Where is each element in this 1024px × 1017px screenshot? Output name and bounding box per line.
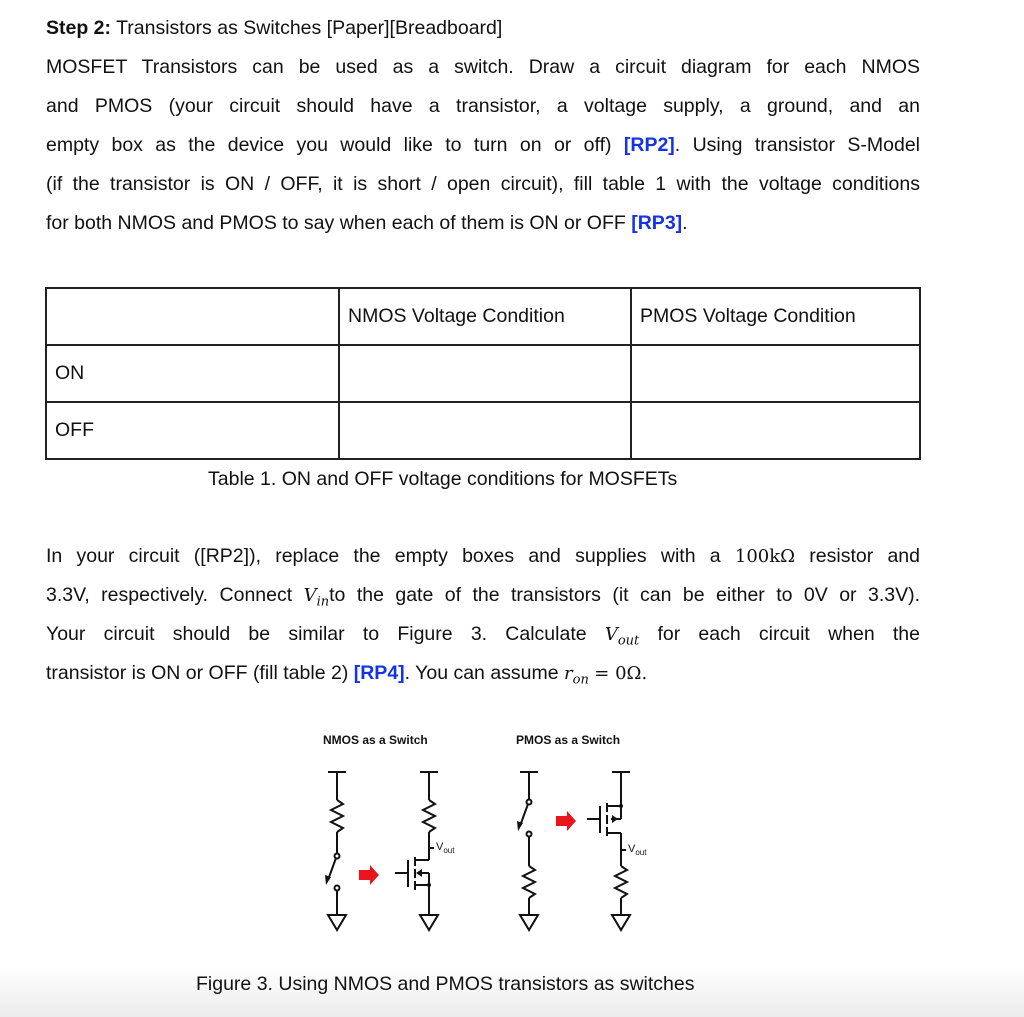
step-heading: [46, 17, 920, 40]
cell-nmos-off[interactable]: [339, 402, 631, 459]
resistor-icon: [423, 800, 435, 832]
nmos-vout-label: $V_{out}$: [436, 841, 455, 856]
section2-line-4: transistor is ON or OFF (fill table 2) [RP4]. You can assume $r_{on} = 0\Omega$.: [46, 662, 648, 688]
pmos-transistor-circuit: [587, 772, 630, 930]
resistance-math: 100kΩ: [734, 546, 796, 567]
nmos-transistor-circuit: [395, 772, 438, 930]
section2-line-3: Your circuit should be similar to Figure 3. Calculate $V_{out}$ for each circuit when the: [46, 623, 921, 649]
figure-caption: Figure 3. Using NMOS and PMOS transistors as switches: [196, 973, 695, 995]
pmos-arrow-icon: [556, 811, 576, 831]
section2-line-2: 3.3V, respectively. Connect $V_{in}to$ the gate of the transistors (it can be either to 0V or 3.3V).: [46, 584, 920, 610]
intro-line-1: MOSFET Transistors can be used as a switch. Draw a circuit diagram for each NMOS: [46, 56, 920, 78]
voltage-conditions-table: [45, 287, 921, 460]
ground-icon: [520, 915, 538, 930]
resistor-icon: [615, 866, 627, 898]
intro-line-3: empty box as the device you would like to turn on or off) [RP2]. Using transistor S-Model: [46, 134, 920, 156]
ground-icon: [420, 915, 438, 930]
ref-rp4[interactable]: [RP4]: [353, 662, 405, 684]
pmos-switch-model: [517, 772, 538, 930]
ron-math: $r_{on}$: [564, 663, 589, 688]
table-caption: Table 1. ON and OFF voltage conditions for MOSFETs: [208, 468, 678, 490]
resistor-icon: [523, 866, 535, 898]
table-header-empty: [46, 288, 339, 345]
intro-line-2: and PMOS (your circuit should have a transistor, a voltage supply, a ground, and an: [46, 95, 920, 117]
intro-line-5: for both NMOS and PMOS to say when each of them is ON or OFF [RP3].: [46, 212, 688, 234]
section2-line-1: In your circuit ([RP2]), replace the empty boxes and supplies with a 100kΩ resistor and: [46, 545, 920, 567]
row-label-on: ON: [46, 345, 339, 402]
ground-icon: [612, 915, 630, 930]
nmos-switch-model: [325, 772, 346, 930]
cell-pmos-on[interactable]: [631, 345, 920, 402]
vout-math: $V_{out}$: [604, 624, 640, 649]
table-row: [46, 345, 920, 402]
resistor-icon: [331, 800, 343, 832]
step-label: Step 2:: [46, 17, 112, 39]
nmos-figure-title: NMOS as a Switch: [323, 733, 428, 747]
table-header-row: [46, 288, 920, 345]
cell-nmos-on[interactable]: [339, 345, 631, 402]
vin-math: $V_{in}$: [303, 585, 330, 610]
pmos-figure-title: PMOS as a Switch: [516, 733, 621, 747]
section2-paragraph: [46, 545, 920, 705]
intro-line-4: (if the transistor is ON / OFF, it is short / open circuit), fill table 1 with the voltage conditions: [46, 173, 920, 195]
nmos-arrow-icon: [359, 865, 379, 885]
pmos-vout-label: $V_{out}$: [628, 843, 647, 858]
cell-pmos-off[interactable]: [631, 402, 920, 459]
table-header-pmos: PMOS Voltage Condition: [631, 288, 920, 345]
intro-paragraph: [46, 56, 920, 256]
ref-rp3[interactable]: [RP3]: [631, 212, 683, 234]
table-row: [46, 402, 920, 459]
ground-icon: [328, 915, 346, 930]
table-header-nmos: NMOS Voltage Condition: [339, 288, 631, 345]
ref-rp2[interactable]: [RP2]: [623, 134, 675, 156]
row-label-off: OFF: [46, 402, 339, 459]
step-title: Transistors as Switches [Paper][Breadboard]: [116, 17, 503, 39]
